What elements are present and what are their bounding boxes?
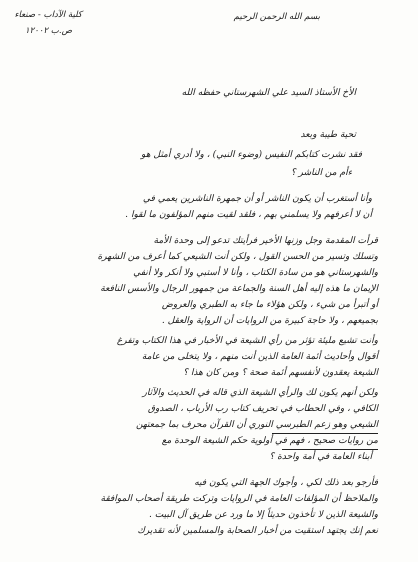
letter-line: نعم إنك يجتهد استقيت من أخبار الصحابة والمسلمين لأنه تقديرك (137, 526, 378, 536)
letter-line: والشيعة الذين لا تأخذون حديثاً إلا ما ورد عن طريق آل البيت . (148, 510, 378, 520)
letter-line: أقوال وأحاديث أئمة العامة الذين أنت منهم ، ولا يتخلى من عامة (141, 352, 378, 362)
letter-line: والملاحظ أن المؤلفات العامة في الروايات وتركت طريقة أصحاب الموافقة (100, 494, 378, 504)
letter-line: أبناء العامة في أمة واحدة ؟ (269, 452, 372, 462)
po-box: ص.ب ١٢٠٠٢ (24, 26, 72, 36)
addressee: الأخ الأستاذ السيد علي الشهرستاني حفظه الله (181, 88, 356, 98)
letter-line: الإيمان ما هذه إليه أهل السنة والجماعة من جمهور الرجال والأسس النافعة (100, 284, 378, 294)
letter-line: والشهرستاني هو من سادة الكتاب ، وأنا لا أستبي ولا أنكر ولا أنفي (133, 268, 378, 278)
underline-stroke (282, 449, 378, 450)
letter-line: الشيعي وهو زعم الطبرسي النوري أن القرآن محرف بما جمعتهن (135, 420, 378, 430)
greeting: تحية طيبة وبعد (300, 130, 356, 140)
letter-line: قرأت المقدمة وجل وزنها الأخير فرأيتك تدعو إلى وحدة الأمة (153, 236, 378, 246)
underline-stroke (272, 433, 378, 434)
letter-line: ءأم من الناشر ؟ (290, 168, 352, 178)
letter-line: وأنا أستغرب أن يكون الناشر أو أن جمهرة الناشرين يعمي في (142, 194, 372, 204)
letter-line: وتسلك وتسير من الحسن القول ، ولكن أنت الشيعي كما أعرف من الشهرة (97, 252, 378, 262)
letter-line: وأنت تشيع مليئة تؤثر من رأي الشيعة في الأخبار في هذا الكتاب وتفرغ (116, 336, 378, 346)
basmala: بسم الله الرحمن الرحيم (233, 12, 320, 22)
letter-line: ولكن أنهم يكون لك والرأي الشيعة الذي قاله في الحديث والآثار (142, 388, 378, 398)
letter-line: فقد نشرت كتابكم النفيس (وضوء النبي) ، ولا أدري أمثل هو (141, 150, 362, 160)
letter-line: الكافي ، وفي الحطاب في تحريف كتاب رب الأرباب ، الصدوق (147, 404, 378, 414)
letter-line: أن لا أعرفهم ولا يسلمني بهم ، فلقد لقيت منهم المؤلفون ما لقوا . (125, 210, 372, 220)
faculty-name: كلية الآداب - صنعاء (14, 10, 82, 20)
letter-line: الشيعة يعقدون لأنفسهم أئمة صحة ؟ ومن كان هذا ؟ (183, 368, 378, 378)
letter-line: من روايات صحيح ، فهم في أولوية حكم الشيعة الوحدة مع (161, 436, 378, 446)
letter-line: فأرجو بعد ذلك لكي ، وأجوك الجهة التي يكون فيه (194, 478, 378, 488)
letter-line: أو أتبرأ من شيء ، ولكن هؤلاء ما جاء به الطبري والعروض (161, 300, 378, 310)
letter-line: بجميعهم ، ولا حاجة كبيرة من الروايات أن الرواية والعقل . (161, 316, 378, 326)
